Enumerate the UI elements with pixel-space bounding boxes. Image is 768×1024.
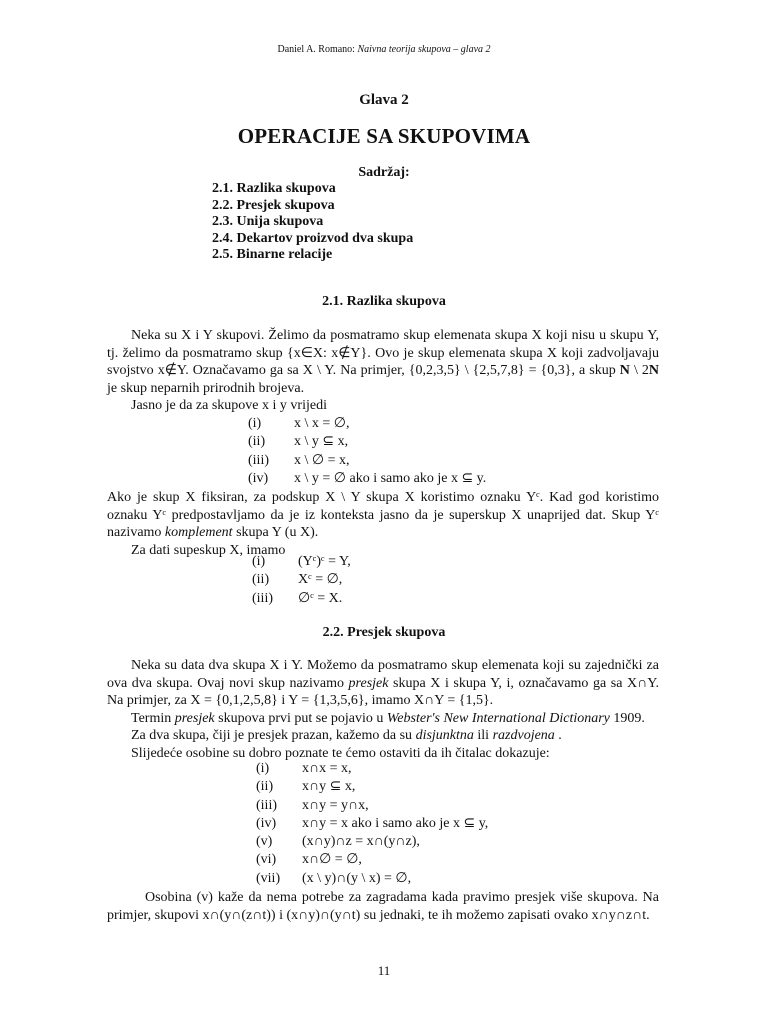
list-item: (iii) ∅ᶜ = X. (252, 590, 343, 606)
toc-item: 2.2. Presjek skupova (212, 197, 335, 213)
section-2-2-body (107, 657, 659, 763)
paragraph: Jasno je da za skupove x i y vrijedi (131, 398, 327, 414)
list-item: (ii) x∩y ⊆ x, (256, 779, 356, 795)
property-list-intersection (256, 760, 488, 888)
page-number: 11 (377, 963, 391, 978)
paragraph: Za dati supeskup X, imamo (131, 542, 286, 558)
toc-item: 2.1. Razlika skupova (212, 181, 336, 196)
complement-paragraph (107, 489, 659, 559)
toc-heading: Sadržaj: (358, 165, 410, 180)
list-item: (i) x∩x = x, (256, 761, 352, 776)
paragraph: Slijedeće osobine su dobro poznate te ćemo ostaviti da ih čitalac dokazuje: (131, 745, 550, 761)
toc-item: 2.3. Unija skupova (212, 214, 324, 229)
section-2-2-closing (107, 889, 659, 924)
list-item: (i) (Yᶜ)ᶜ = Y, (252, 554, 351, 569)
paragraph: Za dva skupa, čiji je presjek prazan, kažemo da su disjunktna ili razdvojena . (131, 728, 562, 744)
toc-item: 2.5. Binarne relacije (212, 247, 333, 262)
property-list-difference (248, 415, 486, 488)
list-item: (ii) Xᶜ = ∅, (252, 572, 343, 588)
list-item: (i) x \ x = ∅, (248, 416, 350, 431)
list-item: (iv) x \ y = ∅ ako i samo ako je x ⊆ y. (248, 470, 487, 486)
header-work: Naivna teorija skupova – glava 2 (357, 44, 491, 55)
paragraph: Neka su X i Y skupovi. Želimo da posmatramo skup elemenata skupa X koji nisu u skupu Y, tj. želimo da posmatramo skup {x∈X: x∉Y}. Ovo je skup elemenata skupa X koji zadvoljavaju svojstvo x∉Y. Označavamo ga sa X \ Y. Na primjer, {0,2,3,5} \ {2,5,7,8} = {0,3}, a skup N \ 2N je skup neparnih prirodnih brojeva. (107, 328, 659, 396)
table-of-contents (212, 181, 413, 264)
header-author: Daniel A. Romano: (277, 44, 355, 55)
chapter-label: Glava 2 (359, 92, 409, 108)
paragraph: Neka su data dva skupa X i Y. Možemo da posmatramo skup elemenata koji su zajednički za ova dva skupa. Ovaj novi skup nazivamo presjek skupa X i skupa Y, i, označavamo ga sa X∩Y. Na primjer, za X = {0,1,2,5,8} i Y = {1,3,5,6}, imamo X∩Y = {1,5}. (107, 658, 660, 709)
paragraph: Termin presjek skupova prvi put se pojavio u Webster's New International Dictionary 1909. (131, 710, 645, 726)
chapter-title: OPERACIJE SA SKUPOVIMA (237, 124, 531, 148)
list-item: (iii) x \ ∅ = x, (248, 452, 350, 468)
toc-item: 2.4. Dekartov proizvod dva skupa (212, 230, 414, 246)
paragraph: Ako je skup X fiksiran, za podskup X \ Y skupa X koristimo oznaku Yᶜ. Kad god koristimo oznaku Yᶜ predpostavljamo da je iz konteksta jasno da je superskup X unaprijed dat. Skup Yᶜ nazivamo komplement skupa Y (u X). (107, 490, 659, 541)
list-item: (v) (x∩y)∩z = x∩(y∩z), (256, 834, 420, 850)
section-heading-2-1: 2.1. Razlika skupova (322, 294, 446, 309)
section-heading-2-2: 2.2. Presjek skupova (322, 625, 446, 640)
section-2-1-body (107, 327, 659, 415)
list-item: (iii) x∩y = y∩x, (256, 797, 369, 813)
running-header (0, 44, 768, 55)
list-item: (ii) x \ y ⊆ x, (248, 434, 349, 450)
paragraph: Osobina (v) kaže da nema potrebe za zagradama kada pravimo presjek više skupova. Na primjer, skupovi x∩(y∩(z∩t)) i (x∩y)∩(y∩t) su jednaki, te ih možemo zapisati ovako x∩y∩z∩t. (107, 890, 659, 923)
property-list-complement (252, 553, 351, 608)
list-item: (vii) (x \ y)∩(y \ x) = ∅, (256, 870, 412, 886)
list-item: (vi) x∩∅ = ∅, (256, 852, 362, 868)
list-item: (iv) x∩y = x ako i samo ako je x ⊆ y, (256, 815, 489, 831)
